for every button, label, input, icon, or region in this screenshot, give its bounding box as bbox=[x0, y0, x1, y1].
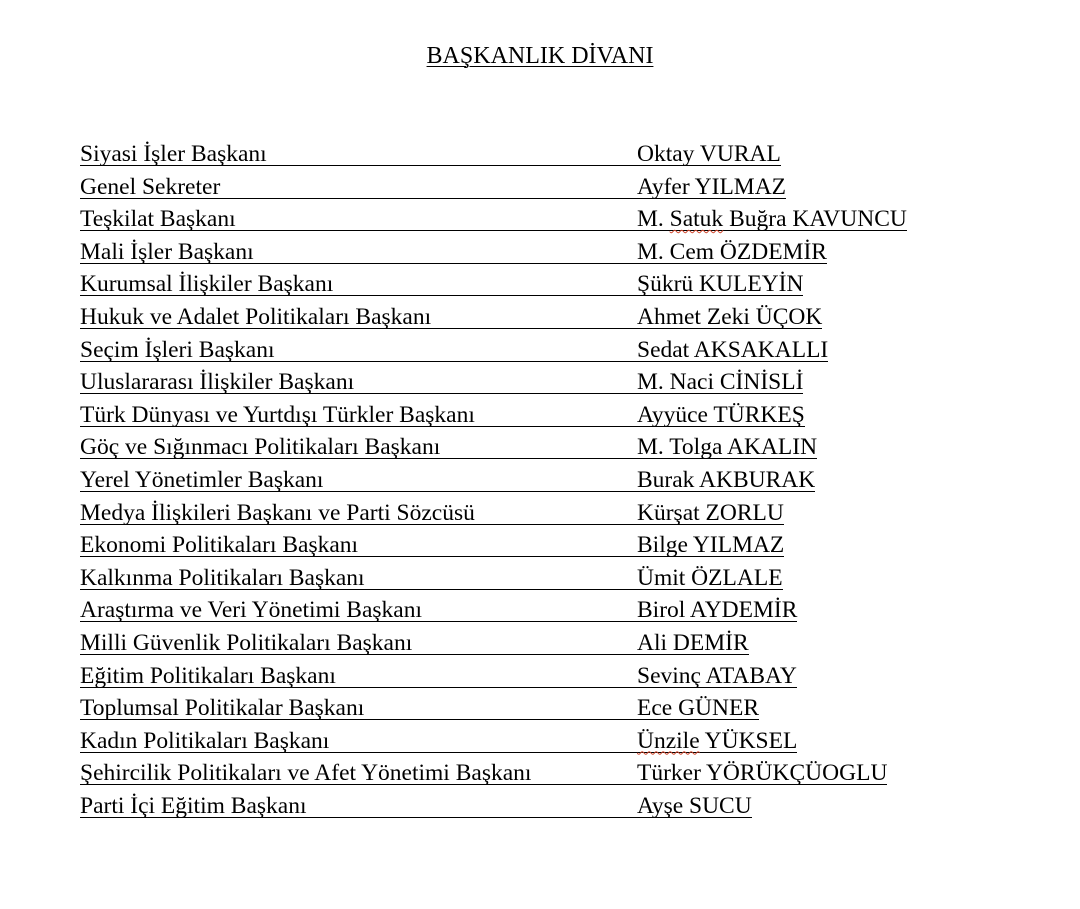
person-cell bbox=[636, 660, 797, 688]
person-name: Ayfer YILMAZ bbox=[637, 173, 787, 200]
role-cell bbox=[80, 399, 636, 427]
role-cell bbox=[80, 692, 636, 720]
person-name: M. Satuk Buğra KAVUNCU bbox=[637, 206, 907, 233]
person-name: Burak AKBURAK bbox=[637, 466, 816, 493]
role-cell bbox=[80, 562, 636, 590]
person-name: Ahmet Zeki ÜÇOK bbox=[637, 303, 823, 330]
role-title: Milli Güvenlik Politikaları Başkanı bbox=[80, 629, 413, 656]
role-cell bbox=[80, 203, 636, 231]
person-cell bbox=[636, 268, 803, 296]
role-row bbox=[80, 692, 940, 725]
role-cell bbox=[80, 529, 636, 557]
role-title: Siyasi İşler Başkanı bbox=[80, 141, 267, 167]
person-cell bbox=[636, 497, 784, 525]
role-row bbox=[80, 627, 940, 660]
role-title: Seçim İşleri Başkanı bbox=[80, 336, 275, 363]
person-cell bbox=[636, 529, 784, 557]
role-cell bbox=[80, 301, 636, 329]
person-cell bbox=[636, 399, 805, 427]
role-cell bbox=[80, 366, 636, 394]
role-row bbox=[80, 562, 940, 595]
spellcheck-mark: Satuk bbox=[669, 206, 724, 233]
person-cell bbox=[636, 464, 815, 492]
role-title: Türk Dünyası ve Yurtdışı Türkler Başkanı bbox=[80, 401, 475, 428]
role-cell bbox=[80, 594, 636, 622]
person-cell bbox=[636, 236, 827, 264]
role-row bbox=[80, 236, 940, 269]
person-name: Ali DEMİR bbox=[637, 629, 749, 656]
person-cell bbox=[636, 171, 786, 199]
document-title: BAŞKANLIK DİVANI bbox=[426, 43, 654, 69]
role-row bbox=[80, 594, 940, 627]
role-title: Kurumsal İlişkiler Başkanı bbox=[80, 271, 334, 298]
role-row bbox=[80, 138, 940, 171]
role-title: Hukuk ve Adalet Politikaları Başkanı bbox=[80, 303, 432, 330]
role-title: Teşkilat Başkanı bbox=[80, 206, 236, 233]
person-name: Sedat AKSAKALLI bbox=[637, 336, 829, 363]
role-title: Göç ve Sığınmacı Politikaları Başkanı bbox=[80, 434, 441, 461]
role-title: Kadın Politikaları Başkanı bbox=[80, 727, 330, 754]
role-row bbox=[80, 366, 940, 399]
role-row bbox=[80, 464, 940, 497]
person-cell bbox=[636, 594, 797, 622]
document-title-wrapper bbox=[0, 40, 1080, 72]
role-row bbox=[80, 399, 940, 432]
role-row bbox=[80, 790, 940, 823]
role-row bbox=[80, 529, 940, 562]
role-cell bbox=[80, 334, 636, 362]
role-title: Araştırma ve Veri Yönetimi Başkanı bbox=[80, 597, 422, 624]
role-row bbox=[80, 757, 940, 790]
role-cell bbox=[80, 725, 636, 753]
person-cell bbox=[636, 431, 817, 459]
person-cell bbox=[636, 366, 803, 394]
role-cell bbox=[80, 464, 636, 492]
role-row bbox=[80, 431, 940, 464]
role-title: Toplumsal Politikalar Başkanı bbox=[80, 695, 365, 722]
role-row bbox=[80, 171, 940, 204]
person-name: Kürşat ZORLU bbox=[637, 499, 784, 526]
spellcheck-mark: Ünzile bbox=[637, 727, 700, 754]
person-name: Bilge YILMAZ bbox=[637, 532, 785, 559]
role-cell bbox=[80, 268, 636, 296]
role-cell bbox=[80, 627, 636, 655]
person-cell bbox=[636, 790, 752, 818]
person-cell bbox=[636, 757, 887, 785]
role-title: Yerel Yönetimler Başkanı bbox=[80, 466, 324, 493]
person-cell bbox=[636, 334, 828, 362]
role-title: Mali İşler Başkanı bbox=[80, 238, 254, 265]
person-name: Ünzile YÜKSEL bbox=[637, 727, 798, 754]
role-row bbox=[80, 497, 940, 530]
role-row bbox=[80, 660, 940, 693]
role-cell bbox=[80, 171, 636, 199]
role-title: Eğitim Politikaları Başkanı bbox=[80, 662, 336, 689]
role-title: Uluslararası İlişkiler Başkanı bbox=[80, 369, 355, 396]
role-row bbox=[80, 203, 940, 236]
role-title: Kalkınma Politikaları Başkanı bbox=[80, 564, 365, 591]
person-name: Oktay VURAL bbox=[637, 141, 781, 167]
role-row bbox=[80, 301, 940, 334]
role-cell bbox=[80, 497, 636, 525]
role-row bbox=[80, 725, 940, 758]
person-cell bbox=[636, 627, 749, 655]
person-cell bbox=[636, 301, 822, 329]
person-name: Ayyüce TÜRKEŞ bbox=[637, 401, 805, 428]
role-cell bbox=[80, 757, 636, 785]
person-name: Ümit ÖZLALE bbox=[637, 564, 783, 591]
role-cell bbox=[80, 138, 636, 166]
person-name: Türker YÖRÜKÇÜOGLU bbox=[637, 760, 888, 787]
role-title: Şehircilik Politikaları ve Afet Yönetimi Başkanı bbox=[80, 760, 532, 787]
role-title: Genel Sekreter bbox=[80, 173, 221, 200]
role-row bbox=[80, 334, 940, 367]
person-cell bbox=[636, 692, 759, 720]
person-name: Ece GÜNER bbox=[637, 695, 760, 722]
role-cell bbox=[80, 660, 636, 688]
person-name: Birol AYDEMİR bbox=[637, 597, 798, 624]
person-cell bbox=[636, 138, 781, 166]
role-title: Parti İçi Eğitim Başkanı bbox=[80, 792, 307, 819]
role-cell bbox=[80, 790, 636, 818]
role-title: Ekonomi Politikaları Başkanı bbox=[80, 532, 359, 559]
person-cell bbox=[636, 203, 907, 231]
role-list bbox=[80, 138, 940, 822]
person-name: M. Cem ÖZDEMİR bbox=[637, 238, 827, 265]
person-cell bbox=[636, 562, 783, 590]
person-name: Ayşe SUCU bbox=[637, 792, 752, 819]
person-name: M. Naci CİNİSLİ bbox=[637, 369, 804, 396]
person-name: M. Tolga AKALIN bbox=[637, 434, 818, 461]
role-row bbox=[80, 268, 940, 301]
person-cell bbox=[636, 725, 797, 753]
person-name: Sevinç ATABAY bbox=[637, 662, 797, 689]
person-name: Şükrü KULEYİN bbox=[637, 271, 804, 298]
role-title: Medya İlişkileri Başkanı ve Parti Sözcüsü bbox=[80, 499, 475, 526]
role-cell bbox=[80, 236, 636, 264]
role-cell bbox=[80, 431, 636, 459]
